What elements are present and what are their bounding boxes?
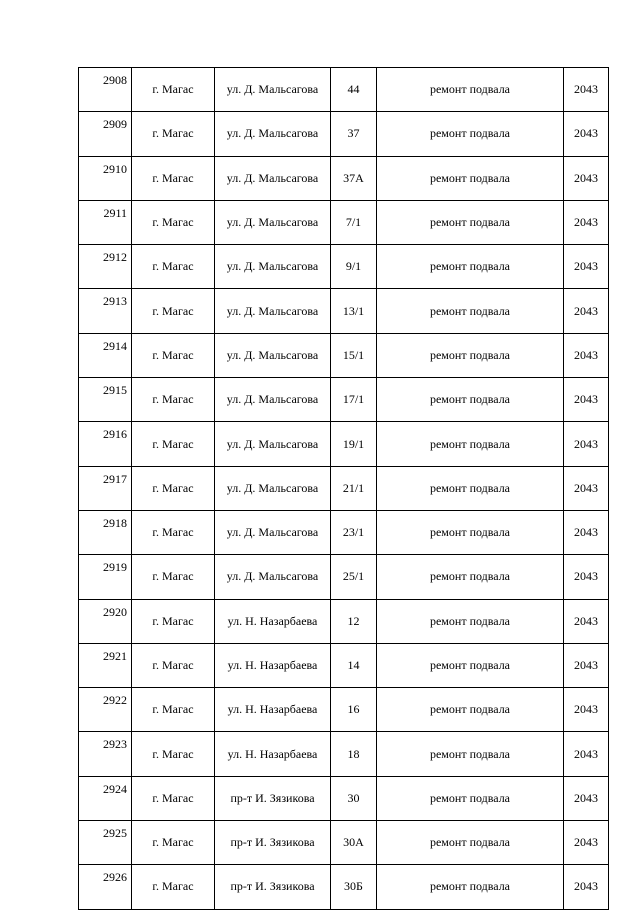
work-type-cell: ремонт подвала xyxy=(377,599,564,643)
street-cell: ул. Д. Мальсагова xyxy=(215,289,331,333)
table-row xyxy=(79,776,609,820)
city-cell: г. Магас xyxy=(132,599,215,643)
table-row xyxy=(79,821,609,865)
row-number-cell: 2919 xyxy=(79,555,132,599)
street-cell: пр-т И. Зязикова xyxy=(215,776,331,820)
year-cell: 2043 xyxy=(564,156,609,200)
year-cell: 2043 xyxy=(564,732,609,776)
street-cell: ул. Д. Мальсагова xyxy=(215,422,331,466)
work-type-cell: ремонт подвала xyxy=(377,156,564,200)
house-number-cell: 17/1 xyxy=(331,378,377,422)
table-row xyxy=(79,688,609,732)
work-type-cell: ремонт подвала xyxy=(377,68,564,112)
city-cell: г. Магас xyxy=(132,112,215,156)
house-number-cell: 12 xyxy=(331,599,377,643)
house-number-cell: 19/1 xyxy=(331,422,377,466)
city-cell: г. Магас xyxy=(132,466,215,510)
work-type-cell: ремонт подвала xyxy=(377,245,564,289)
row-number-cell: 2915 xyxy=(79,378,132,422)
work-type-cell: ремонт подвала xyxy=(377,422,564,466)
house-number-cell: 30А xyxy=(331,821,377,865)
street-cell: ул. Н. Назарбаева xyxy=(215,643,331,687)
city-cell: г. Магас xyxy=(132,865,215,909)
row-number-cell: 2908 xyxy=(79,68,132,112)
street-cell: ул. Д. Мальсагова xyxy=(215,245,331,289)
city-cell: г. Магас xyxy=(132,289,215,333)
work-type-cell: ремонт подвала xyxy=(377,112,564,156)
year-cell: 2043 xyxy=(564,599,609,643)
street-cell: ул. Д. Мальсагова xyxy=(215,333,331,377)
work-type-cell: ремонт подвала xyxy=(377,289,564,333)
table-body xyxy=(79,68,609,910)
street-cell: ул. Д. Мальсагова xyxy=(215,510,331,554)
year-cell: 2043 xyxy=(564,821,609,865)
year-cell: 2043 xyxy=(564,688,609,732)
house-number-cell: 44 xyxy=(331,68,377,112)
table-row xyxy=(79,378,609,422)
work-type-cell: ремонт подвала xyxy=(377,200,564,244)
table-row xyxy=(79,200,609,244)
street-cell: ул. Д. Мальсагова xyxy=(215,156,331,200)
work-type-cell: ремонт подвала xyxy=(377,510,564,554)
table-row xyxy=(79,555,609,599)
city-cell: г. Магас xyxy=(132,643,215,687)
street-cell: ул. Д. Мальсагова xyxy=(215,200,331,244)
table-row xyxy=(79,68,609,112)
house-number-cell: 23/1 xyxy=(331,510,377,554)
year-cell: 2043 xyxy=(564,510,609,554)
work-type-cell: ремонт подвала xyxy=(377,555,564,599)
city-cell: г. Магас xyxy=(132,156,215,200)
row-number-cell: 2913 xyxy=(79,289,132,333)
work-type-cell: ремонт подвала xyxy=(377,865,564,909)
street-cell: ул. Н. Назарбаева xyxy=(215,599,331,643)
work-type-cell: ремонт подвала xyxy=(377,333,564,377)
row-number-cell: 2920 xyxy=(79,599,132,643)
year-cell: 2043 xyxy=(564,422,609,466)
row-number-cell: 2925 xyxy=(79,821,132,865)
city-cell: г. Магас xyxy=(132,378,215,422)
table-row xyxy=(79,599,609,643)
row-number-cell: 2923 xyxy=(79,732,132,776)
repair-schedule-table xyxy=(78,67,609,910)
house-number-cell: 21/1 xyxy=(331,466,377,510)
street-cell: пр-т И. Зязикова xyxy=(215,821,331,865)
table-row xyxy=(79,466,609,510)
work-type-cell: ремонт подвала xyxy=(377,821,564,865)
street-cell: ул. Д. Мальсагова xyxy=(215,68,331,112)
row-number-cell: 2909 xyxy=(79,112,132,156)
house-number-cell: 16 xyxy=(331,688,377,732)
work-type-cell: ремонт подвала xyxy=(377,643,564,687)
table-row xyxy=(79,156,609,200)
street-cell: ул. Д. Мальсагова xyxy=(215,555,331,599)
city-cell: г. Магас xyxy=(132,688,215,732)
house-number-cell: 37А xyxy=(331,156,377,200)
year-cell: 2043 xyxy=(564,555,609,599)
year-cell: 2043 xyxy=(564,865,609,909)
table-row xyxy=(79,865,609,909)
work-type-cell: ремонт подвала xyxy=(377,776,564,820)
house-number-cell: 13/1 xyxy=(331,289,377,333)
house-number-cell: 25/1 xyxy=(331,555,377,599)
house-number-cell: 30Б xyxy=(331,865,377,909)
table-row xyxy=(79,643,609,687)
row-number-cell: 2921 xyxy=(79,643,132,687)
table-row xyxy=(79,333,609,377)
row-number-cell: 2926 xyxy=(79,865,132,909)
city-cell: г. Магас xyxy=(132,200,215,244)
row-number-cell: 2911 xyxy=(79,200,132,244)
table-row xyxy=(79,510,609,554)
row-number-cell: 2910 xyxy=(79,156,132,200)
year-cell: 2043 xyxy=(564,68,609,112)
year-cell: 2043 xyxy=(564,333,609,377)
work-type-cell: ремонт подвала xyxy=(377,688,564,732)
city-cell: г. Магас xyxy=(132,422,215,466)
year-cell: 2043 xyxy=(564,245,609,289)
street-cell: ул. Д. Мальсагова xyxy=(215,378,331,422)
table-row xyxy=(79,732,609,776)
city-cell: г. Магас xyxy=(132,776,215,820)
row-number-cell: 2917 xyxy=(79,466,132,510)
table-row xyxy=(79,422,609,466)
city-cell: г. Магас xyxy=(132,245,215,289)
year-cell: 2043 xyxy=(564,112,609,156)
house-number-cell: 14 xyxy=(331,643,377,687)
table-row xyxy=(79,112,609,156)
row-number-cell: 2918 xyxy=(79,510,132,554)
street-cell: ул. Д. Мальсагова xyxy=(215,466,331,510)
house-number-cell: 15/1 xyxy=(331,333,377,377)
year-cell: 2043 xyxy=(564,466,609,510)
work-type-cell: ремонт подвала xyxy=(377,466,564,510)
house-number-cell: 9/1 xyxy=(331,245,377,289)
row-number-cell: 2912 xyxy=(79,245,132,289)
house-number-cell: 37 xyxy=(331,112,377,156)
year-cell: 2043 xyxy=(564,643,609,687)
row-number-cell: 2914 xyxy=(79,333,132,377)
work-type-cell: ремонт подвала xyxy=(377,732,564,776)
table-row xyxy=(79,289,609,333)
house-number-cell: 18 xyxy=(331,732,377,776)
table-row xyxy=(79,245,609,289)
city-cell: г. Магас xyxy=(132,821,215,865)
city-cell: г. Магас xyxy=(132,510,215,554)
row-number-cell: 2922 xyxy=(79,688,132,732)
street-cell: ул. Д. Мальсагова xyxy=(215,112,331,156)
house-number-cell: 30 xyxy=(331,776,377,820)
city-cell: г. Магас xyxy=(132,732,215,776)
year-cell: 2043 xyxy=(564,378,609,422)
row-number-cell: 2924 xyxy=(79,776,132,820)
year-cell: 2043 xyxy=(564,776,609,820)
work-type-cell: ремонт подвала xyxy=(377,378,564,422)
street-cell: ул. Н. Назарбаева xyxy=(215,688,331,732)
row-number-cell: 2916 xyxy=(79,422,132,466)
year-cell: 2043 xyxy=(564,200,609,244)
year-cell: 2043 xyxy=(564,289,609,333)
street-cell: пр-т И. Зязикова xyxy=(215,865,331,909)
city-cell: г. Магас xyxy=(132,555,215,599)
city-cell: г. Магас xyxy=(132,68,215,112)
house-number-cell: 7/1 xyxy=(331,200,377,244)
street-cell: ул. Н. Назарбаева xyxy=(215,732,331,776)
city-cell: г. Магас xyxy=(132,333,215,377)
